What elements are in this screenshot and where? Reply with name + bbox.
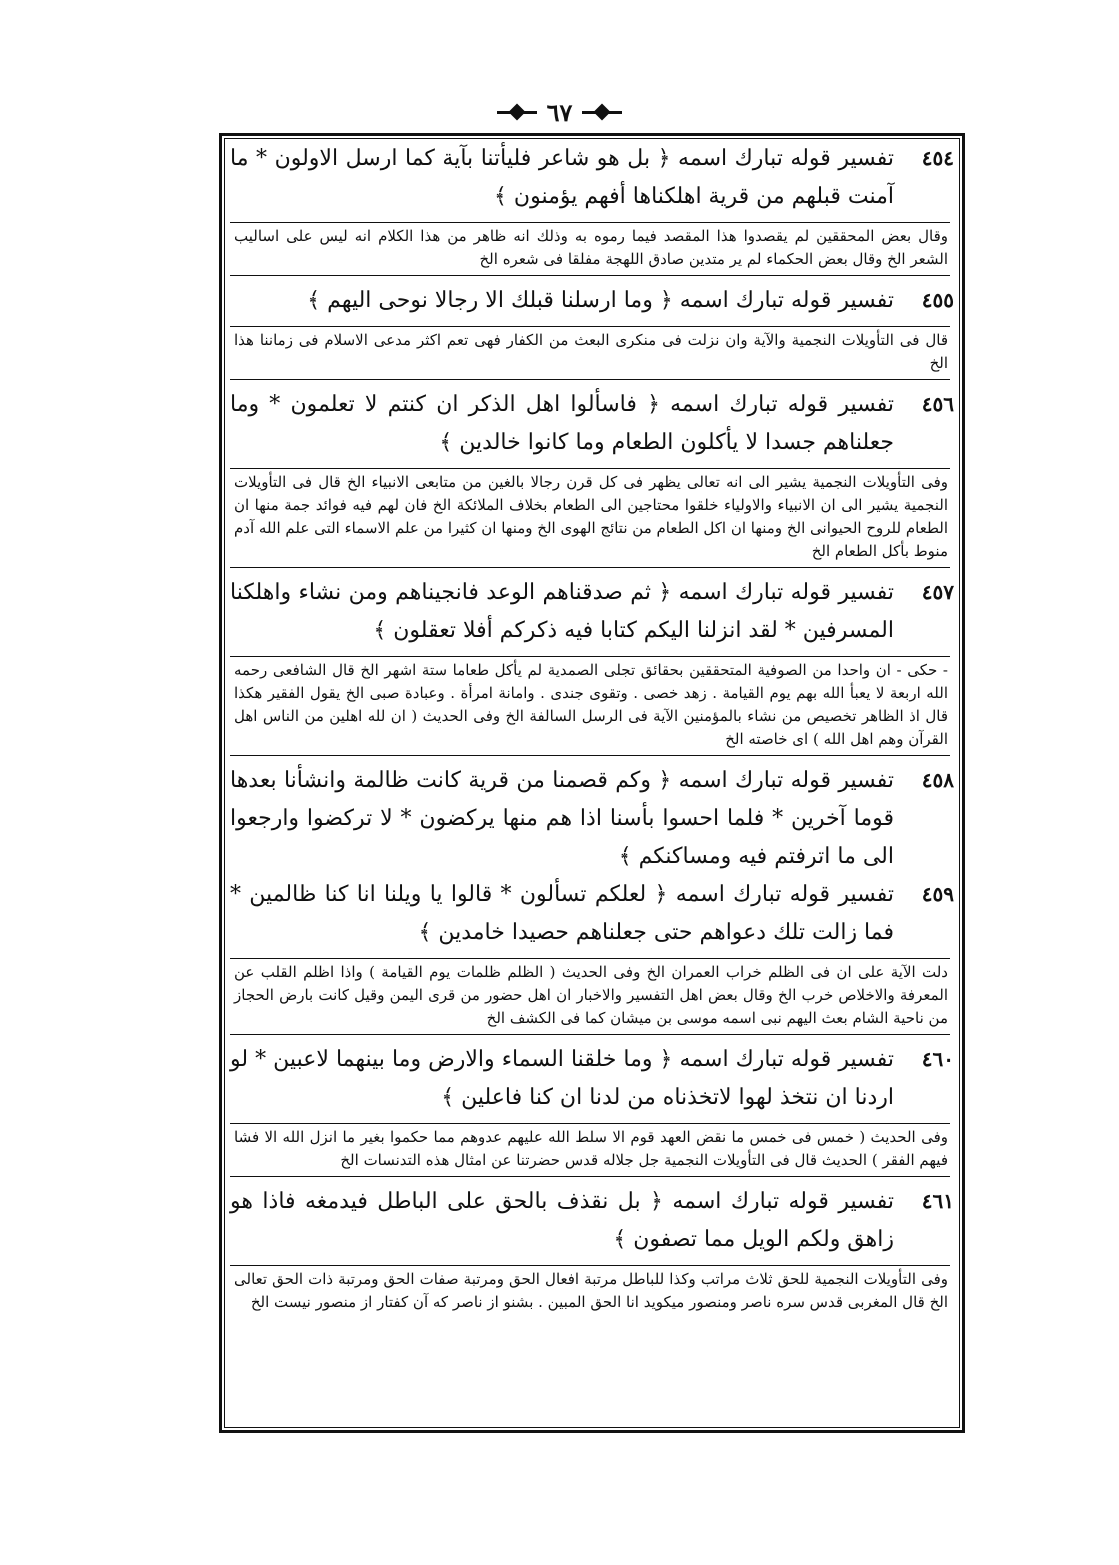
commentary: قال فى التأويلات النجمية والآية وان نزلت فى منكرى البعث من الكفار فهى تعم اكثر مدعى الاسلام فى زماننا هذا الخ [230, 326, 950, 380]
commentary: وفى التأويلات النجمية يشير الى انه تعالى يظهر فى كل قرن رجالا بالغين من متابعى الانبياء الخ قال فى التأويلات النجمية يشير الى ان الانبياء والاولياء خلقوا محتاجين الى الطعام بخلاف الملائكة الخ فان لهم فيه فوائد جمة منها ان الطعام للروح الحيوانى الخ ومنها ان اكل الطعام من نتائج الهوى الخ ومنها ان كثيرا من علم الاسماء التى علم الله آدم منوط بأكل الطعام الخ [230, 468, 950, 568]
entry-number: ٤٦١ [921, 1189, 954, 1213]
entry-461 [230, 1183, 954, 1318]
entry-455 [230, 282, 954, 380]
ornament-right-icon [582, 105, 622, 119]
entry-459 [230, 876, 954, 1035]
verse-heading: تفسير قوله تبارك اسمه ﴿ وكم قصمنا من قرية كانت ظالمة وانشأنا بعدها قوما آخرين * فلما احسوا بأسنا اذا هم منها يركضون * لا تركضوا وارجعوا الى ما اترفتم فيه ومساكنكم ﴾ [230, 768, 894, 869]
verse-heading: تفسير قوله تبارك اسمه ﴿ وما خلقنا السماء والارض وما بينهما لاعبين * لو اردنا ان نتخذ لهوا لاتخذناه من لدنا ان كنا فاعلين ﴾ [230, 1047, 894, 1110]
verse-heading: تفسير قوله تبارك اسمه ﴿ لعلكم تسألون * قالوا يا ويلنا انا كنا ظالمين * فما زالت تلك دعواهم حتى جعلناهم حصيدا خامدين ﴾ [230, 882, 894, 945]
commentary: - حكى - ان واحدا من الصوفية المتحققين بحقائق تجلى الصمدية لم يأكل طعاما ستة اشهر الخ قال الشافعى رحمه الله اربعة لا يعبأ الله بهم يوم القيامة . زهد خصى . وتقوى جندى . وامانة امرأة . وعبادة صبى الخ يقول الفقير هكذا قال اذ الظاهر تخصيص من نشاء بالمؤمنين الآية فى الرسل السالفة الخ وفى الحديث ( ان لله اهلين من الناس اهل القرآن وهم اهل الله ) اى خاصته الخ [230, 656, 950, 756]
entry-454 [230, 140, 954, 276]
entry-458 [230, 762, 954, 876]
entry-number: ٤٦٠ [921, 1047, 954, 1071]
entry-457 [230, 574, 954, 756]
entry-number: ٤٥٧ [921, 580, 954, 604]
entry-number: ٤٥٦ [921, 392, 954, 416]
commentary: وفى الحديث ( خمس فى خمس ما نقض العهد قوم الا سلط الله عليهم عدوهم مما حكموا بغير ما انزل الله الا فشا فيهم الفقر ) الحديث قال فى التأويلات النجمية جل جلاله قدس حضرتنا عن امثال هذه التدنسات الخ [230, 1123, 950, 1177]
page-header [0, 92, 1119, 132]
entry-number: ٤٥٨ [921, 768, 954, 792]
commentary: دلت الآية على ان فى الظلم خراب العمران الخ وفى الحديث ( الظلم ظلمات يوم القيامة ) واذا اظلم القلب عن المعرفة والاخلاص خرب الخ وقال بعض اهل التفسير والاخبار ان اهل حضور من قرى اليمن وقيل كانت بارض الحجاز من ناحية الشام بعث اليهم نبى اسمه موسى بن ميشان كما فى الكشف الخ [230, 958, 950, 1035]
verse-heading: تفسير قوله تبارك اسمه ﴿ ثم صدقناهم الوعد فانجيناهم ومن نشاء واهلكنا المسرفين * لقد انزلنا اليكم كتابا فيه ذكركم أفلا تعقلون ﴾ [230, 580, 894, 643]
entry-number: ٤٥٩ [921, 882, 954, 906]
verse-heading: تفسير قوله تبارك اسمه ﴿ بل نقذف بالحق على الباطل فيدمغه فاذا هو زاهق ولكم الويل مما تصفون ﴾ [230, 1189, 894, 1252]
commentary: وقال بعض المحققين لم يقصدوا هذا المقصد فيما رموه به وذلك انه ظاهر من هذا الكلام انه ليس على اساليب الشعر الخ وقال بعض الحكماء لم ير متدين صادق اللهجة مفلقا فى شعره الخ [230, 222, 950, 276]
commentary: وفى التأويلات النجمية للحق ثلاث مراتب وكذا للباطل مرتبة افعال الحق ومرتبة صفات الحق ومرتبة ذات الحق تعالى الخ قال المغربى قدس سره ناصر ومنصور ميكويد انا الحق المبين . بشنو از ناصر كه آن كفتار از منصور نيست الخ [230, 1265, 950, 1318]
entry-number: ٤٥٤ [921, 146, 954, 170]
entry-number: ٤٥٥ [921, 288, 954, 312]
verse-heading: تفسير قوله تبارك اسمه ﴿ وما ارسلنا قبلك الا رجالا نوحى اليهم ﴾ [307, 288, 894, 313]
entry-460 [230, 1041, 954, 1177]
verse-heading: تفسير قوله تبارك اسمه ﴿ فاسألوا اهل الذكر ان كنتم لا تعلمون * وما جعلناهم جسدا لا يأكلون الطعام وما كانوا خالدين ﴾ [230, 392, 894, 455]
ornament-left-icon [497, 105, 537, 119]
page-number: ٦٧ [546, 97, 573, 127]
entry-456 [230, 386, 954, 568]
page-content [230, 140, 954, 1424]
verse-heading: تفسير قوله تبارك اسمه ﴿ بل هو شاعر فليأتنا بآية كما ارسل الاولون * ما آمنت قبلهم من قرية اهلكناها أفهم يؤمنون ﴾ [230, 146, 894, 209]
